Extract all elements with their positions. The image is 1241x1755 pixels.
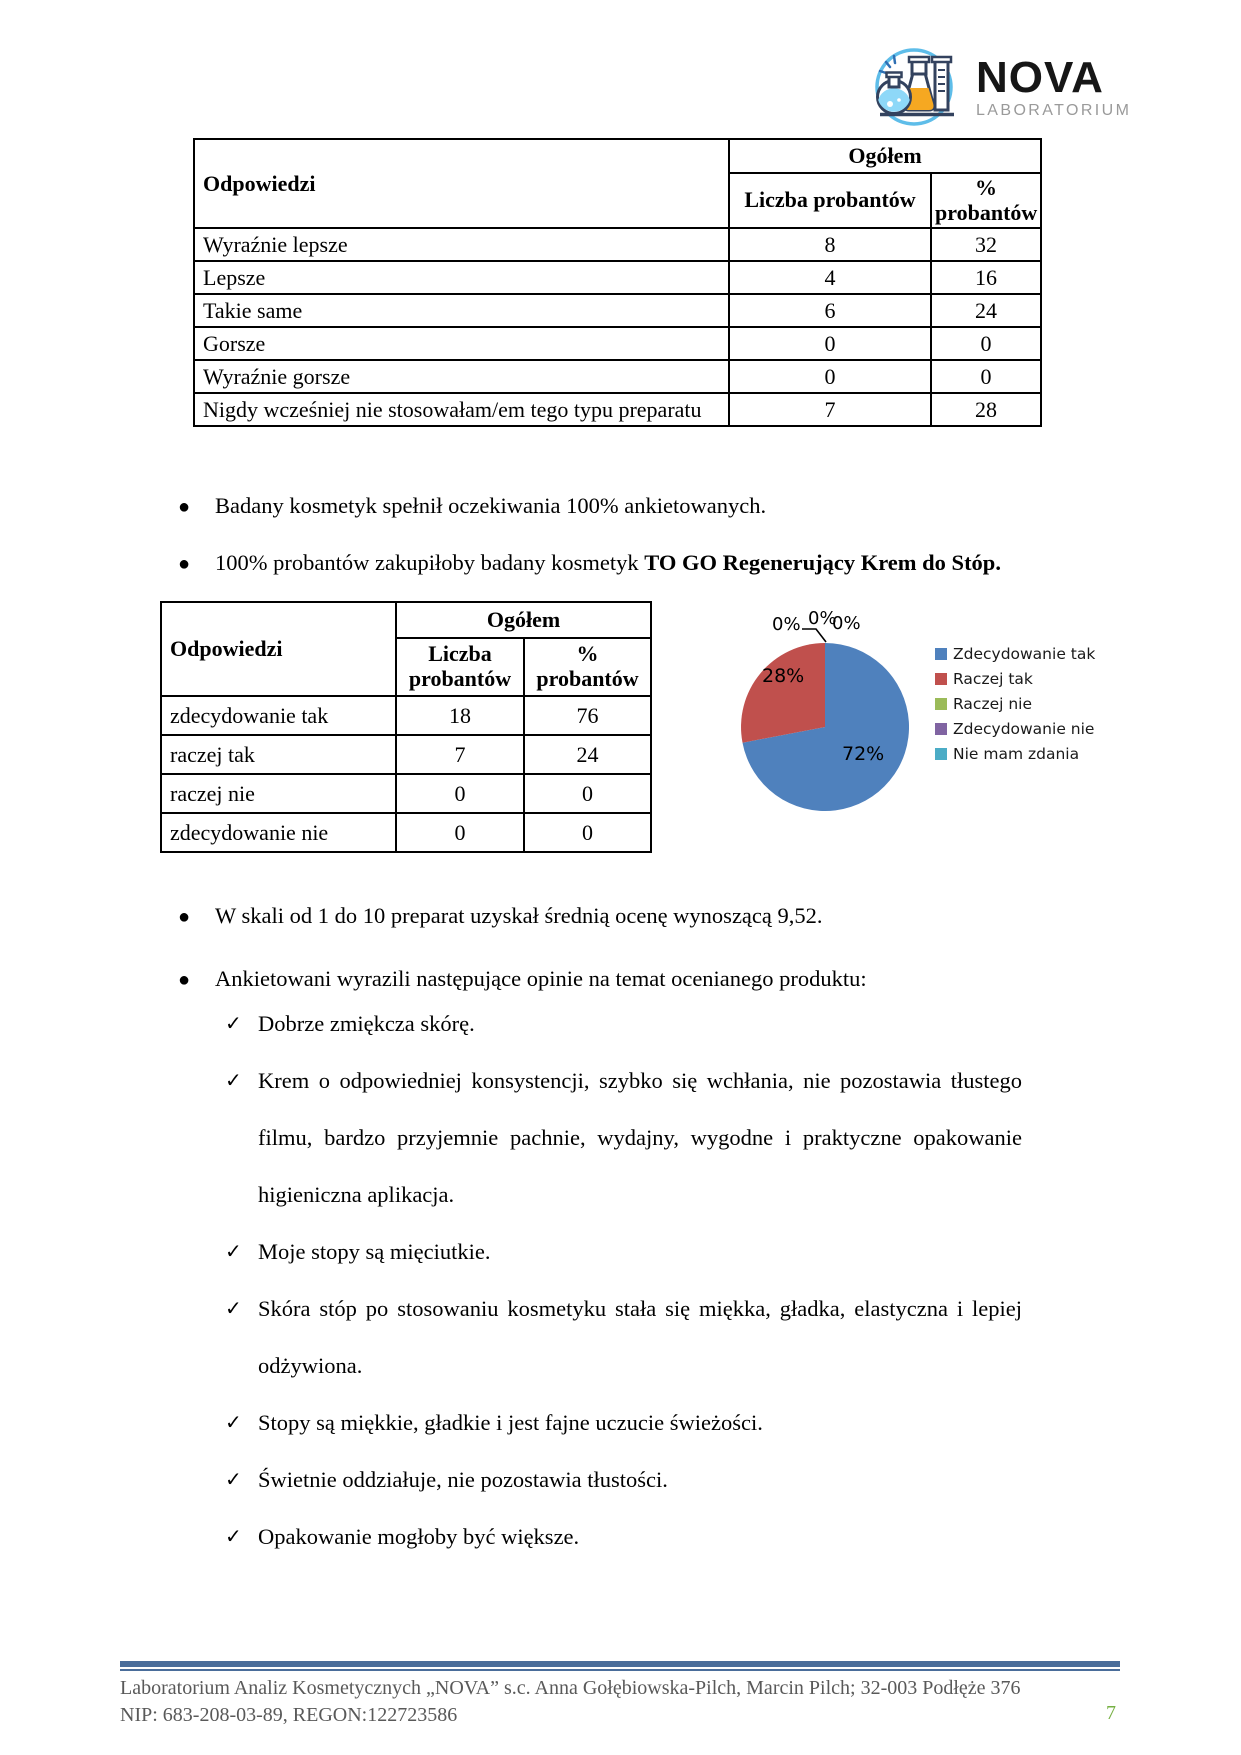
row-percent: 0 [524,774,651,813]
legend-label: Zdecydowanie nie [953,720,1095,738]
bullet-purchase [178,549,1088,578]
checkmark-icon: ✓ [225,1467,242,1491]
row-count: 18 [396,696,524,735]
table-row [194,360,1041,393]
row-percent: 0 [931,360,1041,393]
row-percent: 16 [931,261,1041,294]
row-percent: 76 [524,696,651,735]
percent-column-header: % probantów [931,173,1041,228]
purchase-intent-table [160,601,652,853]
pie-slice-raczej-tak [741,643,825,743]
count-column-header: Liczba probantów [729,173,931,228]
legend-swatch-icon [935,723,947,735]
legend-item [935,695,1095,713]
footer-divider [120,1661,1120,1671]
check-item [225,1451,1022,1508]
check-item [225,1508,1022,1565]
row-percent: 24 [524,735,651,774]
legend-swatch-icon [935,698,947,710]
pie-label-28: 28% [762,665,805,687]
bullet-opinions [178,965,1088,994]
table-row [161,735,651,774]
bullet-expectations [178,492,1088,521]
legend-item [935,745,1095,763]
bullet-rating [178,902,1088,931]
legend-swatch-icon [935,673,947,685]
legend-label: Zdecydowanie tak [953,645,1096,663]
row-count: 6 [729,294,931,327]
footer-nip-line: NIP: 683-208-03-89, REGON:122723586 [120,1704,458,1726]
row-percent: 0 [931,327,1041,360]
check-text: Opakowanie mogłoby być większe. [258,1524,580,1549]
row-label: Nigdy wcześniej nie stosowałam/em tego typu preparatu [194,393,729,426]
overall-group-header: Ogółem [729,139,1041,173]
row-label: raczej nie [161,774,396,813]
opinions-check-list [225,995,1022,1565]
check-text: Moje stopy są mięciutkie. [258,1239,491,1264]
check-text: Świetnie oddziałuje, nie pozostawia tłustości. [258,1467,668,1492]
check-text: Krem o odpowiedniej konsystencji, szybko się wchłania, nie pozostawia tłustego filmu, bardzo przyjemnie pachnie, wydajny, wygodne i praktyczne opakowanie higieniczna aplikacja. [258,1068,1022,1207]
row-count: 4 [729,261,931,294]
legend-item [935,720,1095,738]
legend-label: Raczej tak [953,670,1033,688]
row-count: 7 [396,735,524,774]
logo-title: NOVA [976,53,1104,102]
comparison-results-table [193,138,1042,427]
row-count: 8 [729,228,931,261]
row-percent: 32 [931,228,1041,261]
row-percent: 24 [931,294,1041,327]
row-label: raczej tak [161,735,396,774]
check-text: Stopy są miękkie, gładkie i jest fajne uczucie świeżości. [258,1410,763,1435]
chart-legend [935,645,1095,770]
legend-swatch-icon [935,648,947,660]
table-row [161,696,651,735]
row-percent: 28 [931,393,1041,426]
legend-item [935,645,1095,663]
checkmark-icon: ✓ [225,1239,242,1263]
row-label: Takie same [194,294,729,327]
table-row [161,813,651,852]
pie-label-zero: 0% [808,608,837,629]
check-item [225,1394,1022,1451]
checkmark-icon: ✓ [225,1524,242,1548]
check-item [225,1052,1022,1223]
row-label: zdecydowanie tak [161,696,396,735]
row-label: Lepsze [194,261,729,294]
footer-company-line: Laboratorium Analiz Kosmetycznych „NOVA” s.c. Anna Gołębiowska-Pilch, Marcin Pilch; 32-003 Podłęże 376 [120,1677,1021,1699]
pie-label-zero: 0% [772,614,801,635]
legend-label: Nie mam zdania [953,745,1080,763]
footer [120,1675,1120,1729]
bullet-icon: ● [178,906,191,928]
row-count: 0 [729,360,931,393]
pie-label-72: 72% [842,743,885,765]
table-row [194,228,1041,261]
bullet-text: Ankietowani wyrazili następujące opinie na temat ocenianego produktu: [215,966,867,991]
row-label: Wyraźnie lepsze [194,228,729,261]
check-item [225,995,1022,1052]
product-name: TO GO Regenerujący Krem do Stóp. [644,550,1001,575]
bullet-icon: ● [178,969,191,991]
logo-subtitle: LABORATORIUM [976,102,1132,119]
row-label: Wyraźnie gorsze [194,360,729,393]
check-text: Dobrze zmiękcza skórę. [258,1011,475,1036]
checkmark-icon: ✓ [225,1011,242,1035]
answers-column-header: Odpowiedzi [194,139,729,228]
table-row [194,327,1041,360]
checkmark-icon: ✓ [225,1410,242,1434]
table-row [194,261,1041,294]
purchase-pie-chart [640,595,1130,895]
check-text: Skóra stóp po stosowaniu kosmetyku stała się miękka, gładka, elastyczna i lepiej odżywiona. [258,1296,1022,1378]
check-item [225,1223,1022,1280]
checkmark-icon: ✓ [225,1296,242,1320]
row-label: zdecydowanie nie [161,813,396,852]
row-count: 0 [396,813,524,852]
table-row [194,294,1041,327]
table-row [194,393,1041,426]
check-item [225,1280,1022,1394]
nova-logo [866,40,1131,135]
row-label: Gorsze [194,327,729,360]
page-number: 7 [1106,1702,1116,1724]
overall-group-header: Ogółem [396,602,651,638]
row-count: 7 [729,393,931,426]
checkmark-icon: ✓ [225,1068,242,1092]
legend-label: Raczej nie [953,695,1033,713]
bullet-text: Badany kosmetyk spełnił oczekiwania 100% ankietowanych. [215,493,767,518]
count-column-header: Liczba probantów [396,638,524,696]
row-count: 0 [396,774,524,813]
legend-swatch-icon [935,748,947,760]
answers-column-header: Odpowiedzi [161,602,396,696]
bullet-text: 100% probantów zakupiłoby badany kosmetyk [215,550,645,575]
bullet-icon: ● [178,553,191,575]
legend-item [935,670,1095,688]
percent-column-header: % probantów [524,638,651,696]
laboratory-flasks-icon [866,40,966,135]
bullet-text: W skali od 1 do 10 preparat uzyskał średnią ocenę wynoszącą 9,52. [215,903,823,928]
pie-label-zero: 0% [832,613,861,634]
row-count: 0 [729,327,931,360]
table-row [161,774,651,813]
row-percent: 0 [524,813,651,852]
bullet-icon: ● [178,496,191,518]
